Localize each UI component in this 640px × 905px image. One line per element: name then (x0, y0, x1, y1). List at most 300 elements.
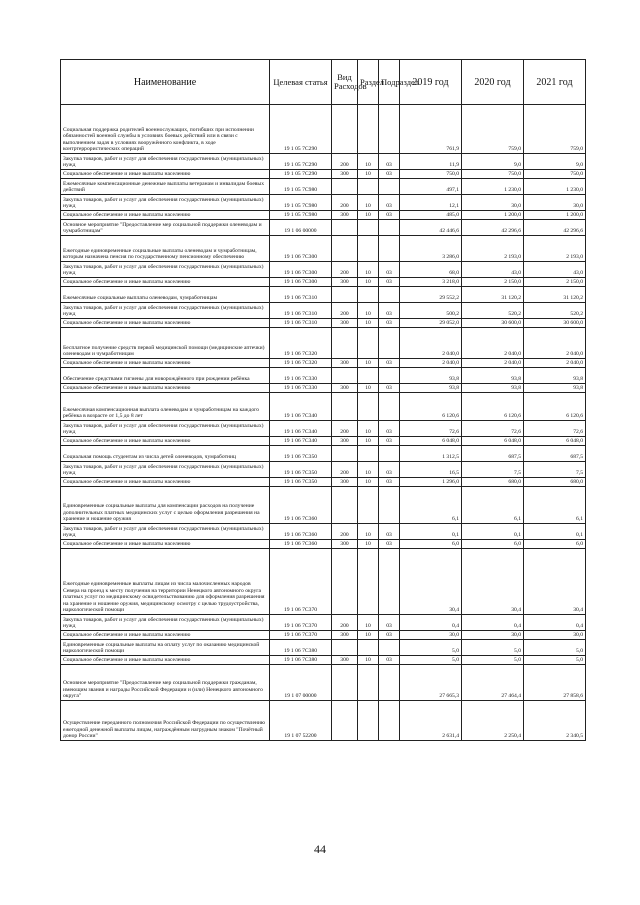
row-subsection: 03 (379, 421, 400, 437)
row-amount-2021: 72,6 (524, 421, 586, 437)
row-amount-2019: 6 048,0 (400, 437, 462, 446)
row-amount-2021: 5,0 (524, 656, 586, 665)
row-amount-2021: 9,0 (524, 154, 586, 170)
row-amount-2019: 5,0 (400, 656, 462, 665)
row-amount-2021: 680,0 (524, 478, 586, 487)
row-amount-2019: 42 446,6 (400, 220, 462, 236)
row-target-article: 19 1 06 7С310 (270, 319, 332, 328)
row-section: 10 (358, 437, 379, 446)
row-section (358, 640, 379, 656)
row-amount-2021: 6,1 (524, 487, 586, 524)
row-section (358, 287, 379, 303)
table-row (61, 640, 586, 656)
table-row (61, 524, 586, 540)
row-name: Социальная поддержка родителей военнослужащих, погибших при исполнении обязанностей военной службы в условиях боевых действий или в связи с выполнением задач в условиях вооружённого конфликта, в ходе контртеррористических операций (61, 105, 270, 154)
row-section (358, 105, 379, 154)
row-name: Закупка товаров, работ и услуг для обеспечения государственных (муниципальных) нужд (61, 462, 270, 478)
row-subsection: 03 (379, 437, 400, 446)
table-row (61, 462, 586, 478)
row-subsection (379, 549, 400, 615)
row-expense-type: 300 (332, 478, 358, 487)
row-subsection: 03 (379, 478, 400, 487)
row-target-article: 19 1 06 7С370 (270, 615, 332, 631)
row-subsection: 03 (379, 656, 400, 665)
row-expense-type (332, 446, 358, 462)
row-amount-2019: 761,9 (400, 105, 462, 154)
row-amount-2019: 6,0 (400, 540, 462, 549)
row-subsection: 03 (379, 384, 400, 393)
row-expense-type: 300 (332, 631, 358, 640)
row-amount-2019: 5,0 (400, 640, 462, 656)
row-subsection (379, 487, 400, 524)
row-target-article: 19 1 06 00000 (270, 220, 332, 236)
row-amount-2020: 0,1 (462, 524, 524, 540)
table-row (61, 368, 586, 384)
row-section (358, 179, 379, 195)
row-name: Закупка товаров, работ и услуг для обеспечения государственных (муниципальных) нужд (61, 615, 270, 631)
row-expense-type (332, 701, 358, 741)
row-amount-2019: 497,1 (400, 179, 462, 195)
row-section: 10 (358, 170, 379, 179)
row-target-article: 19 1 06 7С330 (270, 368, 332, 384)
row-expense-type: 300 (332, 656, 358, 665)
row-name: Социальное обеспечение и иные выплаты населению (61, 319, 270, 328)
row-amount-2021: 7,5 (524, 462, 586, 478)
table-body (61, 105, 586, 741)
row-name: Закупка товаров, работ и услуг для обеспечения государственных (муниципальных) нужд (61, 154, 270, 170)
header-subsection: Подраздел (379, 60, 400, 105)
row-amount-2019: 2 040,0 (400, 328, 462, 359)
row-subsection (379, 393, 400, 421)
row-target-article: 19 1 07 00000 (270, 665, 332, 701)
row-amount-2020: 2 040,0 (462, 359, 524, 368)
row-expense-type (332, 368, 358, 384)
table-row (61, 195, 586, 211)
table-row (61, 236, 586, 262)
row-target-article: 19 1 07 52200 (270, 701, 332, 741)
row-amount-2019: 29 552,2 (400, 287, 462, 303)
header-name: Наименование (61, 60, 270, 105)
row-subsection: 03 (379, 195, 400, 211)
table-row (61, 154, 586, 170)
table-row (61, 631, 586, 640)
row-amount-2021: 93,8 (524, 384, 586, 393)
row-amount-2021: 43,0 (524, 262, 586, 278)
row-amount-2020: 6 120,6 (462, 393, 524, 421)
table-row (61, 549, 586, 615)
row-amount-2020: 93,8 (462, 384, 524, 393)
row-amount-2019: 29 052,0 (400, 319, 462, 328)
row-name: Закупка товаров, работ и услуг для обеспечения государственных (муниципальных) нужд (61, 421, 270, 437)
row-subsection: 03 (379, 615, 400, 631)
row-section (358, 487, 379, 524)
row-amount-2021: 2 150,0 (524, 278, 586, 287)
row-name: Ежемесячные компенсационные денежные выплаты ветеранам и инвалидам боевых действий (61, 179, 270, 195)
row-expense-type: 300 (332, 384, 358, 393)
row-section (358, 701, 379, 741)
row-target-article: 19 1 05 7С290 (270, 105, 332, 154)
row-name: Единовременные социальные выплаты для компенсации расходов на получение дополнительных платных медицинских услуг с целью оформления разрешения на хранение и ношение оружия (61, 487, 270, 524)
row-subsection: 03 (379, 319, 400, 328)
table-row (61, 220, 586, 236)
row-amount-2020: 680,0 (462, 478, 524, 487)
table-row (61, 446, 586, 462)
row-expense-type: 300 (332, 319, 358, 328)
row-target-article: 19 1 06 7С310 (270, 287, 332, 303)
row-amount-2021: 2 040,0 (524, 328, 586, 359)
row-amount-2020: 30,4 (462, 549, 524, 615)
row-amount-2021: 520,2 (524, 303, 586, 319)
row-amount-2020: 93,8 (462, 368, 524, 384)
row-subsection (379, 368, 400, 384)
row-target-article: 19 1 06 7С360 (270, 540, 332, 549)
row-subsection: 03 (379, 170, 400, 179)
row-name: Социальное обеспечение и иные выплаты населению (61, 656, 270, 665)
table-header-row (61, 60, 586, 105)
row-expense-type (332, 640, 358, 656)
row-section (358, 236, 379, 262)
row-name: Социальное обеспечение и иные выплаты населению (61, 170, 270, 179)
row-amount-2020: 6,0 (462, 540, 524, 549)
row-section: 10 (358, 303, 379, 319)
header-year-2020: 2020 год (462, 60, 524, 105)
table-row (61, 665, 586, 701)
row-expense-type: 200 (332, 195, 358, 211)
row-amount-2021: 27 858,6 (524, 665, 586, 701)
row-expense-type (332, 220, 358, 236)
row-amount-2019: 11,9 (400, 154, 462, 170)
row-expense-type: 200 (332, 524, 358, 540)
table-row (61, 421, 586, 437)
row-amount-2019: 0,4 (400, 615, 462, 631)
row-amount-2021: 93,8 (524, 368, 586, 384)
row-amount-2019: 1 312,5 (400, 446, 462, 462)
row-section (358, 393, 379, 421)
row-amount-2019: 485,0 (400, 211, 462, 220)
row-amount-2020: 27 464,4 (462, 665, 524, 701)
row-target-article: 19 1 06 7С330 (270, 384, 332, 393)
row-target-article: 19 1 05 7С980 (270, 211, 332, 220)
row-section: 10 (358, 631, 379, 640)
row-section: 10 (358, 154, 379, 170)
row-subsection (379, 665, 400, 701)
row-amount-2019: 6 120,6 (400, 393, 462, 421)
row-name: Ежемесячные социальные выплаты оленеводам, чумработницам (61, 287, 270, 303)
row-section: 10 (358, 524, 379, 540)
row-section: 10 (358, 278, 379, 287)
row-section (358, 446, 379, 462)
row-amount-2019: 2 631,4 (400, 701, 462, 741)
table-row (61, 319, 586, 328)
table-row (61, 328, 586, 359)
row-expense-type (332, 179, 358, 195)
row-expense-type: 200 (332, 154, 358, 170)
header-year-2021: 2021 год (524, 60, 586, 105)
row-name: Социальное обеспечение и иные выплаты населению (61, 211, 270, 220)
row-amount-2019: 12,1 (400, 195, 462, 211)
row-amount-2020: 687,5 (462, 446, 524, 462)
row-amount-2019: 3 286,0 (400, 236, 462, 262)
table-row (61, 615, 586, 631)
row-amount-2021: 1 230,0 (524, 179, 586, 195)
row-amount-2021: 30,4 (524, 549, 586, 615)
row-expense-type: 200 (332, 262, 358, 278)
row-target-article: 19 1 06 7С310 (270, 303, 332, 319)
row-amount-2021: 31 120,2 (524, 287, 586, 303)
row-section: 10 (358, 421, 379, 437)
row-target-article: 19 1 05 7С290 (270, 154, 332, 170)
row-amount-2021: 6,0 (524, 540, 586, 549)
row-amount-2020: 0,4 (462, 615, 524, 631)
table-row (61, 437, 586, 446)
row-amount-2021: 2 040,0 (524, 359, 586, 368)
row-amount-2019: 30,0 (400, 631, 462, 640)
row-amount-2019: 68,0 (400, 262, 462, 278)
row-subsection (379, 287, 400, 303)
row-target-article: 19 1 06 7С370 (270, 631, 332, 640)
row-expense-type (332, 328, 358, 359)
row-expense-type: 300 (332, 170, 358, 179)
row-target-article: 19 1 06 7С370 (270, 549, 332, 615)
row-amount-2019: 30,4 (400, 549, 462, 615)
row-amount-2019: 0,1 (400, 524, 462, 540)
row-amount-2021: 2 340,5 (524, 701, 586, 741)
row-amount-2020: 1 200,0 (462, 211, 524, 220)
row-amount-2020: 2 040,0 (462, 328, 524, 359)
header-year-2019: 2019 год (400, 60, 462, 105)
row-amount-2019: 72,6 (400, 421, 462, 437)
row-subsection (379, 446, 400, 462)
row-expense-type (332, 105, 358, 154)
row-amount-2021: 5,0 (524, 640, 586, 656)
header-target-article: Целевая статья (270, 60, 332, 105)
row-expense-type (332, 393, 358, 421)
row-amount-2020: 2 250,4 (462, 701, 524, 741)
row-subsection: 03 (379, 278, 400, 287)
row-amount-2021: 6 048,0 (524, 437, 586, 446)
row-subsection: 03 (379, 540, 400, 549)
row-section: 10 (358, 478, 379, 487)
row-subsection (379, 220, 400, 236)
row-name: Социальная помощь студентам из числа детей оленеводов, чумработниц (61, 446, 270, 462)
row-subsection (379, 701, 400, 741)
row-target-article: 19 1 06 7С350 (270, 446, 332, 462)
row-section (358, 328, 379, 359)
row-target-article: 19 1 06 7С350 (270, 462, 332, 478)
header-section: Раздел (358, 60, 379, 105)
row-section: 10 (358, 262, 379, 278)
row-target-article: 19 1 06 7С380 (270, 656, 332, 665)
table-row (61, 211, 586, 220)
row-expense-type: 200 (332, 462, 358, 478)
row-expense-type: 200 (332, 303, 358, 319)
row-expense-type (332, 665, 358, 701)
row-subsection: 03 (379, 462, 400, 478)
row-amount-2021: 759,0 (524, 105, 586, 154)
table-row (61, 105, 586, 154)
row-expense-type (332, 487, 358, 524)
row-section: 10 (358, 211, 379, 220)
row-amount-2019: 93,8 (400, 384, 462, 393)
row-target-article: 19 1 06 7С380 (270, 640, 332, 656)
row-subsection: 03 (379, 631, 400, 640)
row-amount-2021: 0,1 (524, 524, 586, 540)
row-amount-2020: 72,6 (462, 421, 524, 437)
row-name: Социальное обеспечение и иные выплаты населению (61, 437, 270, 446)
row-amount-2021: 0,4 (524, 615, 586, 631)
header-expense-type: Вид Расходов (332, 60, 358, 105)
row-target-article: 19 1 06 7С340 (270, 393, 332, 421)
row-amount-2020: 31 120,2 (462, 287, 524, 303)
row-section: 10 (358, 462, 379, 478)
row-name: Ежемесячная компенсационная выплата оленеводам и чумработницам на каждого ребёнка в возрасте от 1,5 до 8 лет (61, 393, 270, 421)
row-subsection (379, 236, 400, 262)
table-row (61, 393, 586, 421)
table-row (61, 384, 586, 393)
row-subsection: 03 (379, 154, 400, 170)
row-section: 10 (358, 540, 379, 549)
row-amount-2020: 520,2 (462, 303, 524, 319)
row-name: Осуществление переданного полномочия Российской Федерации по осуществлению ежегодной денежной выплаты лицам, награждённым нагрудным знаком "Почётный донор России" (61, 701, 270, 741)
row-amount-2021: 6 120,6 (524, 393, 586, 421)
row-target-article: 19 1 05 7С290 (270, 170, 332, 179)
row-section: 10 (358, 319, 379, 328)
row-amount-2020: 6,1 (462, 487, 524, 524)
row-name: Социальное обеспечение и иные выплаты населению (61, 359, 270, 368)
row-subsection (379, 179, 400, 195)
table-row (61, 278, 586, 287)
row-name: Обеспечение средствами гигиены для новорождённого при рождении ребёнка (61, 368, 270, 384)
row-amount-2021: 42 296,6 (524, 220, 586, 236)
row-amount-2019: 500,2 (400, 303, 462, 319)
row-target-article: 19 1 06 7С340 (270, 421, 332, 437)
row-name: Социальное обеспечение и иные выплаты населению (61, 384, 270, 393)
row-section (358, 368, 379, 384)
row-amount-2020: 9,0 (462, 154, 524, 170)
row-name: Закупка товаров, работ и услуг для обеспечения государственных (муниципальных) нужд (61, 524, 270, 540)
row-amount-2020: 1 230,0 (462, 179, 524, 195)
row-amount-2020: 42 296,6 (462, 220, 524, 236)
row-name: Социальное обеспечение и иные выплаты населению (61, 540, 270, 549)
row-expense-type (332, 236, 358, 262)
row-expense-type: 200 (332, 615, 358, 631)
row-target-article: 19 1 06 7С340 (270, 437, 332, 446)
row-amount-2019: 3 218,0 (400, 278, 462, 287)
row-expense-type: 300 (332, 359, 358, 368)
row-target-article: 19 1 05 7С980 (270, 195, 332, 211)
row-subsection: 03 (379, 211, 400, 220)
row-subsection (379, 328, 400, 359)
row-target-article: 19 1 06 7С300 (270, 236, 332, 262)
row-amount-2021: 30 600,0 (524, 319, 586, 328)
row-subsection: 03 (379, 262, 400, 278)
table-row (61, 540, 586, 549)
row-section: 10 (358, 384, 379, 393)
row-subsection: 03 (379, 524, 400, 540)
row-target-article: 19 1 06 7С300 (270, 262, 332, 278)
row-amount-2019: 2 040,0 (400, 359, 462, 368)
row-amount-2019: 6,1 (400, 487, 462, 524)
row-expense-type: 300 (332, 540, 358, 549)
row-expense-type: 300 (332, 211, 358, 220)
row-target-article: 19 1 06 7С360 (270, 524, 332, 540)
row-amount-2020: 2 150,0 (462, 278, 524, 287)
row-subsection (379, 640, 400, 656)
row-target-article: 19 1 06 7С320 (270, 328, 332, 359)
row-subsection: 03 (379, 303, 400, 319)
table-row (61, 478, 586, 487)
row-amount-2021: 750,0 (524, 170, 586, 179)
row-amount-2020: 43,0 (462, 262, 524, 278)
row-amount-2021: 2 193,0 (524, 236, 586, 262)
row-name: Закупка товаров, работ и услуг для обеспечения государственных (муниципальных) нужд (61, 195, 270, 211)
row-name: Социальное обеспечение и иные выплаты населению (61, 278, 270, 287)
row-amount-2020: 5,0 (462, 640, 524, 656)
table-row (61, 303, 586, 319)
row-amount-2020: 2 193,0 (462, 236, 524, 262)
row-amount-2021: 1 200,0 (524, 211, 586, 220)
row-expense-type: 300 (332, 437, 358, 446)
row-amount-2019: 16,5 (400, 462, 462, 478)
row-section: 10 (358, 359, 379, 368)
row-expense-type (332, 287, 358, 303)
row-expense-type: 300 (332, 278, 358, 287)
table-row (61, 701, 586, 741)
table-row (61, 170, 586, 179)
row-name: Основное мероприятие "Предоставление мер социальной поддержки гражданам, имеющим звания и награды Российской Федерации и (или) Ненецкого автономного округа" (61, 665, 270, 701)
row-amount-2020: 30,0 (462, 195, 524, 211)
table-row (61, 262, 586, 278)
table-row (61, 487, 586, 524)
row-section: 10 (358, 615, 379, 631)
table-row (61, 179, 586, 195)
row-subsection (379, 105, 400, 154)
table-row (61, 359, 586, 368)
row-amount-2020: 30,0 (462, 631, 524, 640)
row-amount-2020: 750,0 (462, 170, 524, 179)
row-target-article: 19 1 06 7С320 (270, 359, 332, 368)
row-name: Закупка товаров, работ и услуг для обеспечения государственных (муниципальных) нужд (61, 303, 270, 319)
row-target-article: 19 1 06 7С300 (270, 278, 332, 287)
row-section (358, 665, 379, 701)
row-amount-2020: 7,5 (462, 462, 524, 478)
row-name: Закупка товаров, работ и услуг для обеспечения государственных (муниципальных) нужд (61, 262, 270, 278)
row-name: Ежегодные единовременные выплаты лицам из числа малочисленных народов Севера на проезд к месту получения на территории Ненецкого автономного округа платных услуг по медицинскому освидетельствованию для оформления разрешения на хранение и ношение оружия, медицинскому осмотру с целью трудоустройства, наркологической помощи (61, 549, 270, 615)
row-name: Социальное обеспечение и иные выплаты населению (61, 631, 270, 640)
row-amount-2020: 6 048,0 (462, 437, 524, 446)
row-expense-type (332, 549, 358, 615)
table-row (61, 656, 586, 665)
row-amount-2020: 759,0 (462, 105, 524, 154)
row-target-article: 19 1 05 7С980 (270, 179, 332, 195)
row-amount-2020: 30 600,0 (462, 319, 524, 328)
row-amount-2019: 27 665,3 (400, 665, 462, 701)
row-amount-2019: 750,0 (400, 170, 462, 179)
row-target-article: 19 1 06 7С360 (270, 487, 332, 524)
row-amount-2021: 30,0 (524, 195, 586, 211)
row-amount-2019: 1 296,0 (400, 478, 462, 487)
row-name: Бесплатное получение средств первой медицинской помощи (медицинские аптечки) оленеводам и чумработницам (61, 328, 270, 359)
row-target-article: 19 1 06 7С350 (270, 478, 332, 487)
row-subsection: 03 (379, 359, 400, 368)
budget-table (60, 59, 586, 741)
row-section: 10 (358, 656, 379, 665)
row-name: Социальное обеспечение и иные выплаты населению (61, 478, 270, 487)
page-number: 44 (314, 842, 326, 856)
row-amount-2021: 687,5 (524, 446, 586, 462)
row-section (358, 220, 379, 236)
row-section: 10 (358, 195, 379, 211)
